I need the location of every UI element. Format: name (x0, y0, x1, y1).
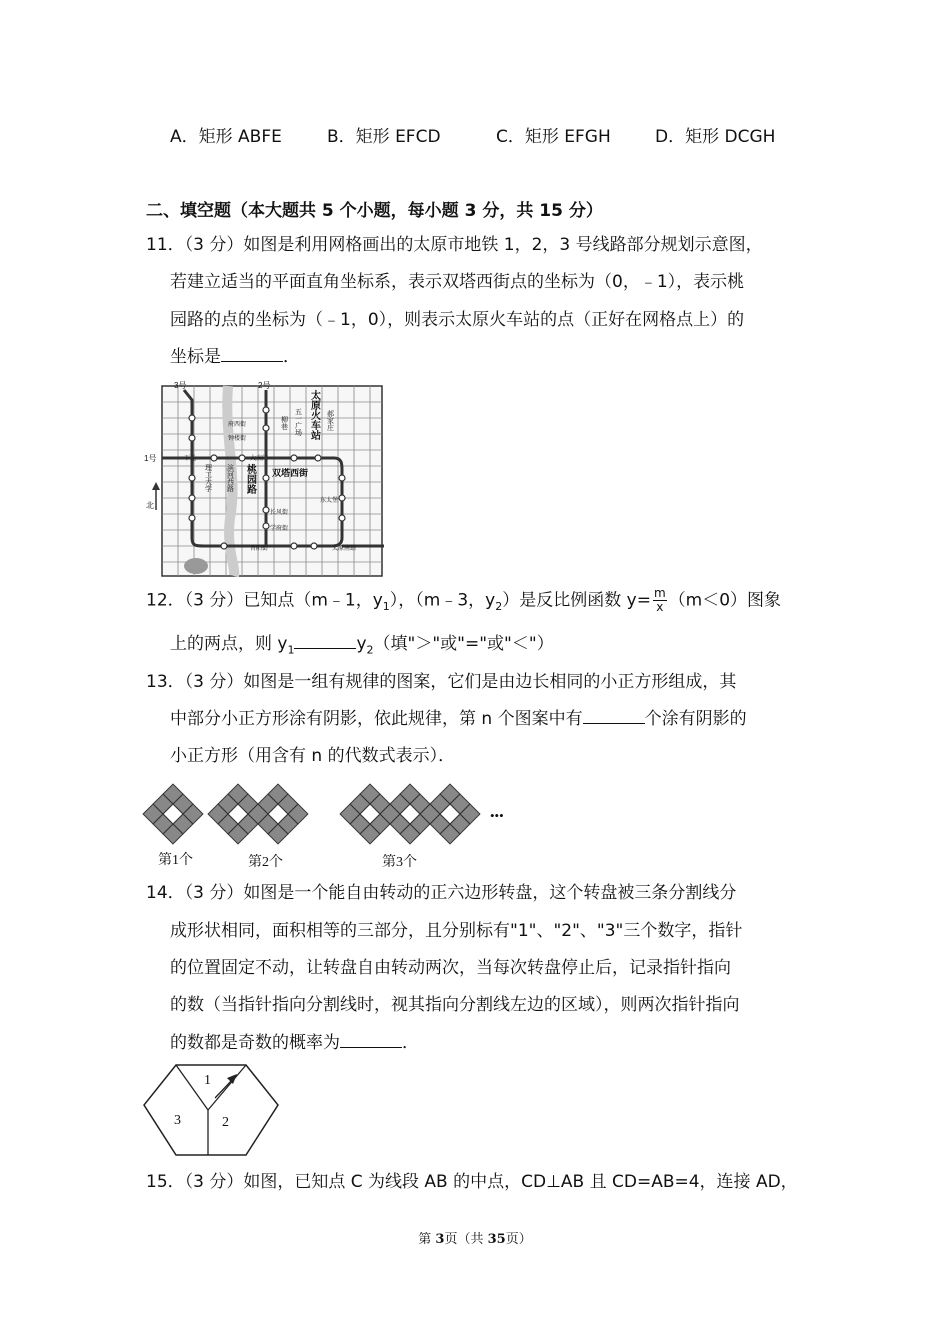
q12-answer-blank[interactable] (294, 632, 356, 649)
hexagon-spinner (142, 1060, 282, 1160)
option-b: B．矩形 EFCD (327, 127, 441, 147)
map-station-zhongloujie: 钟楼街 (228, 436, 247, 442)
q12-frac-num: m (653, 586, 666, 600)
q14-line2: 成形状相同，面积相等的三部分，且分别标有"1"、"2"、"3"三个数字，指针 (170, 921, 743, 941)
option-a: A．矩形 ABFE (170, 127, 282, 147)
q14-line1: 14．（3 分）如图是一个能自由转动的正六边形转盘，这个转盘被三条分割线分 (146, 883, 737, 903)
map-station-taiyuan: 太原火车站 (308, 390, 320, 440)
page-footer (0, 1228, 950, 1247)
q12-frac-den: x (656, 600, 664, 614)
q13-line3: 小正方形（用含有 n 的代数式表示）． (170, 746, 456, 766)
q15-line1: 15．（3 分）如图，已知点 C 为线段 AB 的中点，CD⊥AB 且 CD=AB=4，连接 AD， (146, 1172, 798, 1192)
q13-text-a: 中部分小正方形涂有阴影，依此规律，第 n 个图案中有 (170, 709, 583, 729)
footer-total-pages: 35 (487, 1232, 506, 1247)
spinner-label-3: 3 (174, 1113, 181, 1128)
spinner-figure (142, 1060, 282, 1164)
map-station-binhe: 滨河西路 (226, 464, 234, 492)
q13-line2 (170, 707, 747, 731)
pattern-svg (140, 778, 520, 870)
q12-sub1: 1 (382, 599, 390, 613)
q11-line2: 若建立适当的平面直角坐标系，表示双塔西街点的坐标为（0，﹣1），表示桃 (170, 272, 745, 292)
q12-sub4: 2 (366, 643, 374, 657)
pattern-figure (140, 778, 520, 874)
footer-page-number: 3 (435, 1232, 445, 1247)
q11-line4-text: 坐标是 (170, 347, 221, 367)
map-station-taoyuan: 桃园路 (244, 464, 256, 494)
q13-line1: 13．（3 分）如图是一组有规律的图案，它们是由边长相同的小正方形组成，其 (146, 672, 737, 692)
q12-text-a: 12．（3 分）已知点（m﹣1，y (146, 590, 383, 611)
q11-line1: 11．（3 分）如图是利用网格画出的太原市地铁 1，2，3 号线路部分规划示意图， (146, 235, 763, 255)
map-station-changfeng: 长风街 (270, 510, 289, 516)
map-station-shuangta: 双塔西街 (272, 468, 309, 478)
pattern-ellipsis: ••• (490, 808, 504, 823)
q12-text-g: （填"＞"或"="或"＜"） (373, 634, 554, 654)
map-station-ligong: 理工大学 (204, 464, 212, 492)
metro-map-figure (144, 378, 384, 582)
q12-fraction (653, 587, 667, 614)
pattern-label-3: 第3个 (382, 855, 417, 870)
q12-text-c: ）是反比例函数 y= (502, 590, 651, 611)
q14-text-a: 的数都是奇数的概率为 (170, 1033, 340, 1053)
map-label-line1: 1号 (144, 454, 157, 463)
map-station-liuxiang: 柳巷 (280, 416, 288, 430)
q12-line1 (146, 587, 781, 619)
q12-text-f: y (356, 634, 367, 654)
q14-line4: 的数（当指针指向分割线时，视其指向分割线左边的区域），则两次指针指向 (170, 995, 740, 1015)
map-station-damen: 大南门 (250, 456, 269, 462)
spinner-label-2: 2 (222, 1115, 229, 1130)
pattern-label-2: 第2个 (248, 855, 283, 870)
q12-sub2: 2 (495, 599, 503, 613)
q12-text-d: （m＜0）图象 (668, 590, 782, 611)
footer-mid: 页（共 (444, 1232, 488, 1247)
footer-suffix: 页） (505, 1232, 532, 1247)
map-label-line3: 3号 (174, 381, 187, 390)
map-station-xuefu: 学府街 (270, 526, 289, 532)
q12-text-b: ），（m﹣3，y (389, 590, 496, 611)
map-station-fuxijie: 府西街 (228, 422, 247, 428)
q14-line3: 的位置固定不动，让转盘自由转动两次，当每次转盘停止后，记录指针指向 (170, 958, 731, 978)
q12-text-e: 上的两点，则 y (170, 634, 288, 654)
section-title: 二、填空题（本大题共 5 个小题，每小题 3 分，共 15 分） (146, 201, 603, 221)
q11-period: ． (283, 347, 300, 367)
map-station-nanzhan: 太原南站 (332, 546, 357, 552)
option-d: D．矩形 DCGH (655, 127, 776, 147)
q14-period: ． (402, 1033, 419, 1053)
q11-line4 (170, 345, 300, 369)
map-label-line2: 2号 (258, 381, 271, 390)
q11-answer-blank[interactable] (221, 345, 283, 362)
map-label-north: 北 (146, 501, 154, 510)
map-station-wuyi: 五一广场 (294, 408, 302, 436)
q13-answer-blank[interactable] (583, 707, 645, 724)
spinner-label-1: 1 (204, 1073, 211, 1088)
q12-line2 (170, 632, 554, 662)
q13-text-b: 个涂有阴影的 (644, 709, 747, 729)
map-station-jinyang: 晋阳街 (250, 546, 269, 552)
footer-prefix: 第 (418, 1232, 436, 1247)
q12-sub3: 1 (287, 643, 295, 657)
q11-line3: 园路的点的坐标为（﹣1，0），则表示太原火车站的点（正好在网格点上）的 (170, 310, 745, 330)
map-station-xiayuan: 下元 (184, 456, 197, 462)
metro-map (144, 378, 384, 578)
map-station-dongtai: 东太堡 (320, 498, 339, 504)
pattern-label-1: 第1个 (158, 853, 193, 868)
map-station-haozhuang: 郝家庄 (326, 410, 334, 431)
q14-answer-blank[interactable] (340, 1031, 402, 1048)
q14-line5 (170, 1031, 419, 1055)
option-c: C．矩形 EFGH (496, 127, 611, 147)
